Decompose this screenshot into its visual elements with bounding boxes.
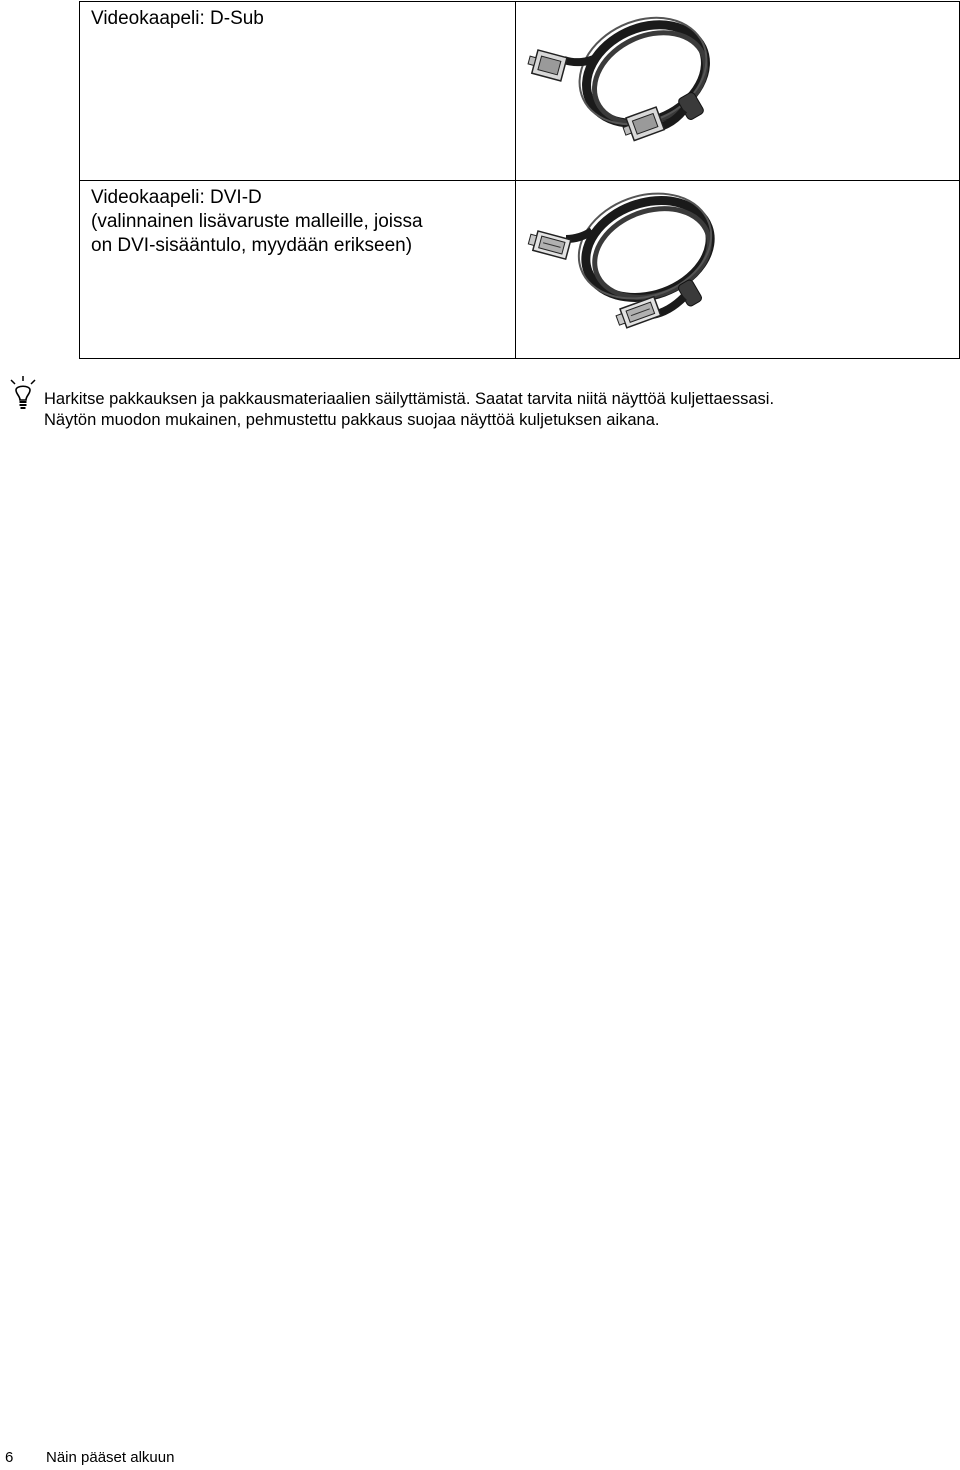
item-description: Videokaapeli: DVI-D (valinnainen lisävaruste malleille, joissa on DVI-sisääntulo, myydään erikseen): [91, 187, 423, 256]
package-contents-table: [79, 1, 960, 359]
dsub-cable-icon: [516, 2, 959, 180]
item-description-cell: [80, 181, 516, 359]
table-row: [80, 2, 960, 181]
item-image-cell: [516, 2, 960, 181]
table-row: [80, 181, 960, 359]
item-description: Videokaapeli: D-Sub: [91, 8, 264, 29]
item-description-cell: [80, 2, 516, 181]
tip-note: [44, 389, 954, 431]
lightbulb-icon: [7, 376, 39, 410]
tip-line: Harkitse pakkauksen ja pakkausmateriaalien säilyttämistä. Saatat tarvita niitä näyttöä kuljettaessasi.: [44, 390, 775, 408]
tip-line: Näytön muodon mukainen, pehmustettu pakkaus suojaa näyttöä kuljetuksen aikana.: [44, 411, 660, 429]
page-number: 6: [5, 1449, 14, 1466]
footer-section-title: Näin pääset alkuun: [46, 1449, 175, 1466]
item-image-cell: [516, 181, 960, 359]
dvi-cable-icon: [516, 181, 959, 358]
